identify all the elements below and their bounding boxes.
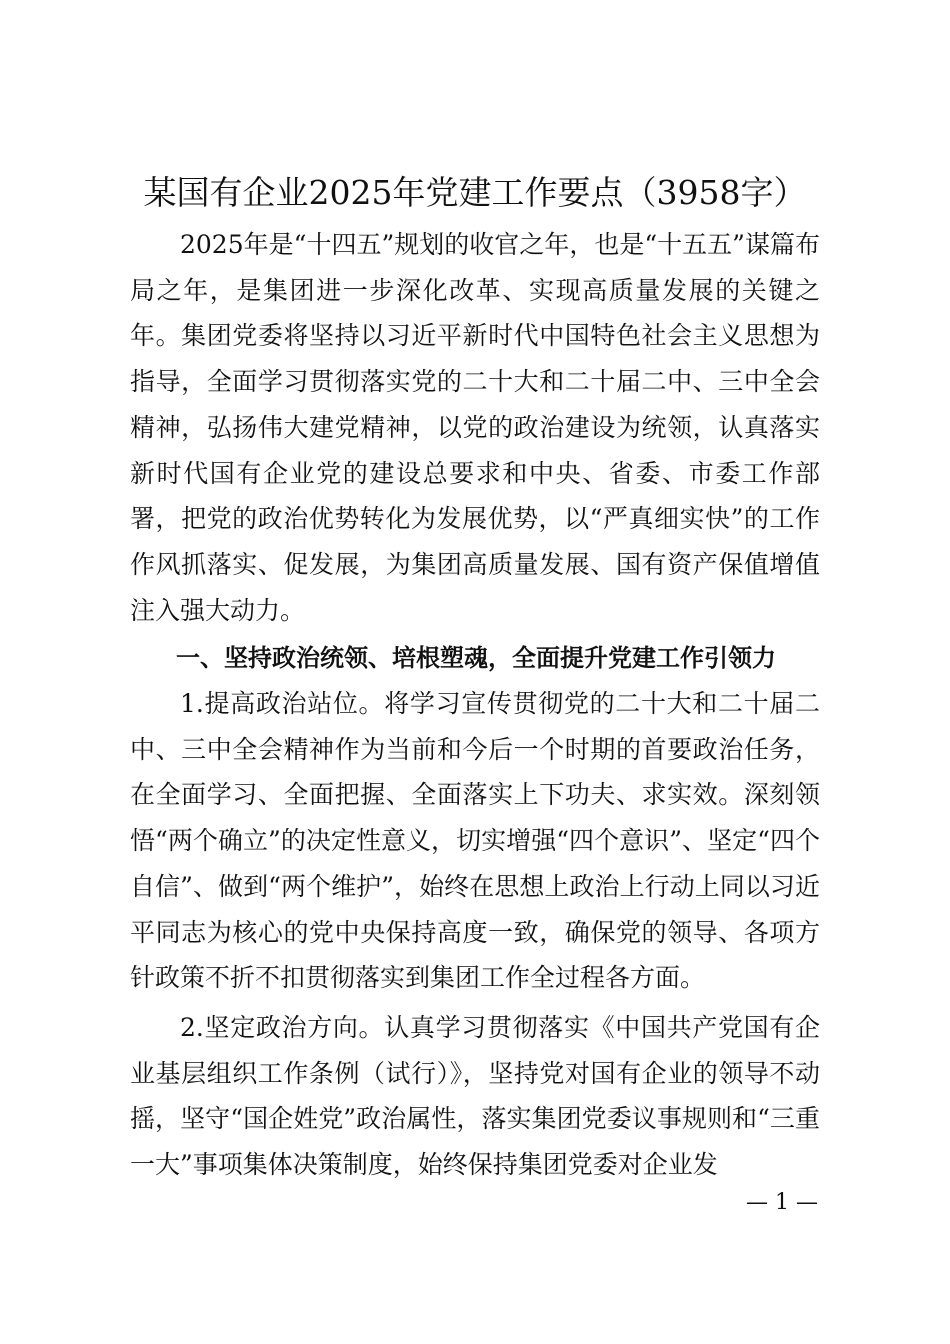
document-title: 某国有企业2025年党建工作要点（3958字） xyxy=(143,173,807,212)
intro-paragraph: 2025年是“十四五”规划的收官之年，也是“十五五”谋篇布局之年，是集团进一步深化改革、实现高质量发展的关键之年。集团党委将坚持以习近平新时代中国特色社会主义思想为指导，全面学习贯彻落实党的二十大和二十届二中、三中全会精神，弘扬伟大建党精神，以党的政治建设为统领，认真落实新时代国有企业党的建设总要求和中央、省委、市委工作部署，把党的政治优势转化为发展优势，以“严真细实快”的工作作风抓落实、促发展，为集团高质量发展、国有资产保值增值注入强大动力。 xyxy=(130,230,820,625)
page-number: — 1 — xyxy=(746,1190,818,1215)
section-paragraph-2: 2.坚定政治方向。认真学习贯彻落实《中国共产党国有企业基层组织工作条例（试行）》，坚持党对国有企业的领导不动摇，坚守“国企姓党”政治属性，落实集团党委议事规则和“三重一大”事项集体决策制度，始终保持集团党委对企业发 xyxy=(130,1013,820,1180)
section-paragraph-1: 1.提高政治站位。将学习宣传贯彻党的二十大和二十届二中、三中全会精神作为当前和今后一个时期的首要政治任务，在全面学习、全面把握、全面落实上下功夫、求实效。深刻领悟“两个确立”的决定性意义，切实增强“四个意识”、坚定“四个自信”、做到“两个维护”，始终在思想上政治上行动上同以习近平同志为核心的党中央保持高度一致，确保党的领导、各项方针政策不折不扣贯彻落实到集团工作全过程各方面。 xyxy=(130,689,820,993)
section-heading: 一、坚持政治统领、培根塑魂，全面提升党建工作引领力 xyxy=(176,644,776,672)
